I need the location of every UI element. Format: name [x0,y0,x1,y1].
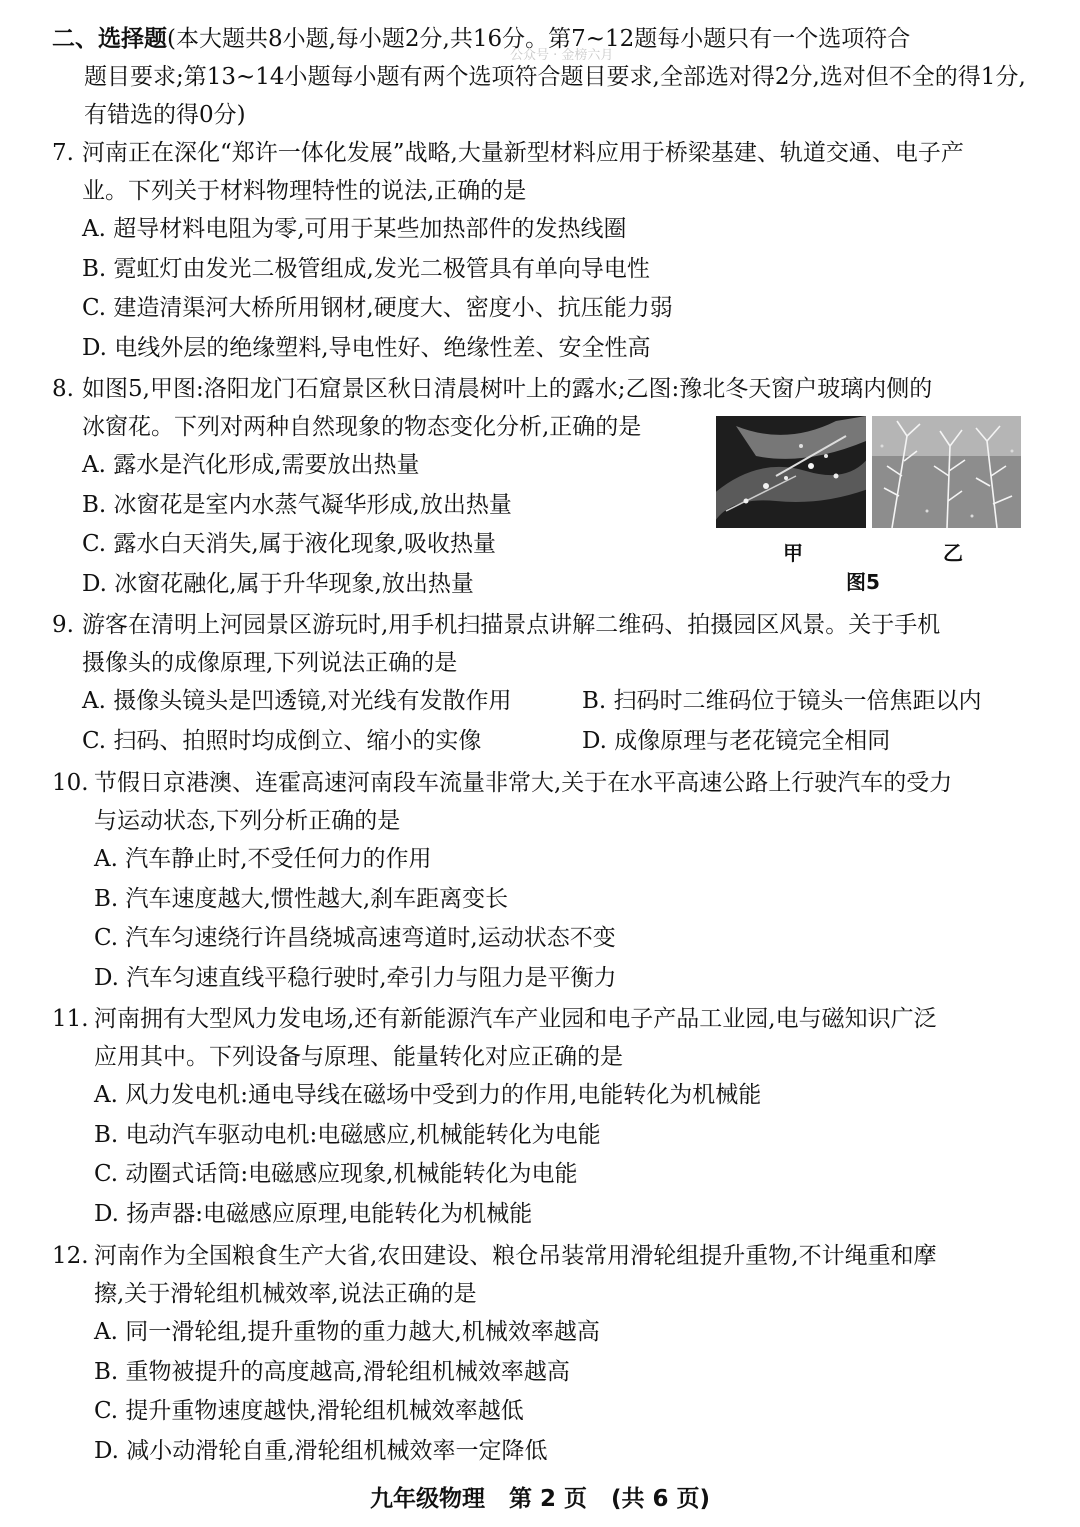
question-stem-rest: 冰窗花。下列对两种自然现象的物态变化分析,正确的是 [82,414,642,440]
option-b: B. 电动汽车驱动电机:电磁感应,机械能转化为电能 [94,1121,601,1148]
option-b: B. 冰窗花是室内水蒸气凝华形成,放出热量 [82,491,512,518]
question-stem [52,134,1027,210]
figure-5 [716,416,1021,594]
option-list [52,682,1027,761]
question-stem-line1: 节假日京港澳、连霍高速河南段车流量非常大,关于在水平高速公路上行驶汽车的受力 [94,770,953,796]
question-stem-rest: 业。下列关于材料物理特性的说法,正确的是 [82,178,527,204]
ice-window-frost-photo [872,416,1021,528]
section-intro-line1: (本大题共8小题,每小题2分,共16分。第7~12题每小题只有一个选项符合 [167,26,911,52]
option-b: B. 重物被提升的高度越高,滑轮组机械效率越高 [94,1358,570,1385]
option-c: C. 提升重物速度越快,滑轮组机械效率越低 [94,1398,524,1425]
option-d: D. 扬声器:电磁感应原理,电能转化为机械能 [94,1200,533,1227]
figure-label-yi: 乙 [943,541,963,565]
question-10 [52,764,1027,998]
question-12 [52,1237,1027,1471]
option-d: D. 成像原理与老花镜完全相同 [582,727,891,754]
section-heading: 二、选择题 [52,26,167,52]
question-stem-rest: 与运动状态,下列分析正确的是 [94,808,401,834]
option-c: C. 建造清渠河大桥所用钢材,硬度大、密度小、抗压能力弱 [82,295,673,322]
page-footer [0,1480,1080,1513]
option-b: B. 汽车速度越大,惯性越大,刹车距离变长 [94,885,509,912]
section-header [52,20,1027,134]
footer-page-number: 第 2 页 [508,1486,587,1512]
question-stem-line1: 河南正在深化“郑许一体化发展”战略,大量新型材料应用于桥梁基建、轨道交通、电子产 [82,140,964,166]
question-stem [52,1237,1027,1313]
option-a: A. 露水是汽化形成,需要放出热量 [82,452,420,478]
option-d: D. 冰窗花融化,属于升华现象,放出热量 [82,570,474,597]
question-number: 10. [52,770,89,796]
question-stem [52,764,1027,840]
figure-caption: 图5 [846,570,880,594]
question-7 [52,134,1027,368]
question-stem [52,606,1027,682]
footer-total-pages: (共 6 页) [611,1486,711,1512]
option-d: D. 减小动滑轮自重,滑轮组机械效率一定降低 [94,1437,548,1464]
option-b: B. 扫码时二维码位于镜头一倍焦距以内 [582,688,982,714]
option-a: A. 汽车静止时,不受任何力的作用 [94,846,432,872]
dew-on-leaves-photo [716,416,866,528]
question-11 [52,1000,1027,1234]
question-stem-rest: 擦,关于滑轮组机械效率,说法正确的是 [94,1281,477,1307]
option-a: A. 风力发电机:通电导线在磁场中受到力的作用,电能转化为机械能 [94,1082,762,1108]
question-stem-rest: 应用其中。下列设备与原理、能量转化对应正确的是 [94,1044,623,1070]
section-intro-rest: 题目要求;第13~14小题每小题有两个选项符合题目要求,全部选对得2分,选对但不全的得1分,有错选的得0分) [84,64,1026,128]
question-number: 7. [52,140,74,166]
question-stem-rest: 摄像头的成像原理,下列说法正确的是 [82,650,458,676]
figure-label-jia: 甲 [783,541,803,565]
option-c: C. 扫码、拍照时均成倒立、缩小的实像 [82,727,482,754]
footer-subject: 九年级物理 [369,1486,485,1512]
option-a: A. 摄像头镜头是凹透镜,对光线有发散作用 [82,688,512,714]
question-9 [52,606,1027,761]
option-list [52,1076,1027,1234]
option-c: C. 露水白天消失,属于液化现象,吸收热量 [82,531,497,558]
question-stem-line1: 河南拥有大型风力发电场,还有新能源汽车产业园和电子产品工业园,电与磁知识广泛 [94,1006,937,1032]
option-a: A. 超导材料电阻为零,可用于某些加热部件的发热线圈 [82,216,627,242]
option-a: A. 同一滑轮组,提升重物的重力越大,机械效率越高 [94,1319,600,1345]
option-c: C. 动圈式话筒:电磁感应现象,机械能转化为电能 [94,1161,578,1188]
question-stem-line1: 如图5,甲图:洛阳龙门石窟景区秋日清晨树叶上的露水;乙图:豫北冬天窗户玻璃内侧的 [82,376,933,402]
question-number: 8. [52,376,74,402]
option-d: D. 汽车匀速直线平稳行驶时,牵引力与阻力是平衡力 [94,964,617,991]
option-c: C. 汽车匀速绕行许昌绕城高速弯道时,运动状态不变 [94,925,616,952]
watermark-text: 公众号 · 金榜六月 [510,48,614,63]
option-list [52,210,1027,368]
option-list [52,1313,1027,1471]
option-list [52,840,1027,998]
question-number: 11. [52,1006,89,1032]
question-number: 9. [52,612,74,638]
question-stem [52,1000,1027,1076]
question-number: 12. [52,1243,89,1269]
question-stem-line1: 河南作为全国粮食生产大省,农田建设、粮仓吊装常用滑轮组提升重物,不计绳重和摩 [94,1243,937,1269]
question-stem-line1: 游客在清明上河园景区游玩时,用手机扫描景点讲解二维码、拍摄园区风景。关于手机 [82,612,941,638]
option-d: D. 电线外层的绝缘塑料,导电性好、绝缘性差、安全性高 [82,334,651,361]
option-b: B. 霓虹灯由发光二极管组成,发光二极管具有单向导电性 [82,255,650,282]
